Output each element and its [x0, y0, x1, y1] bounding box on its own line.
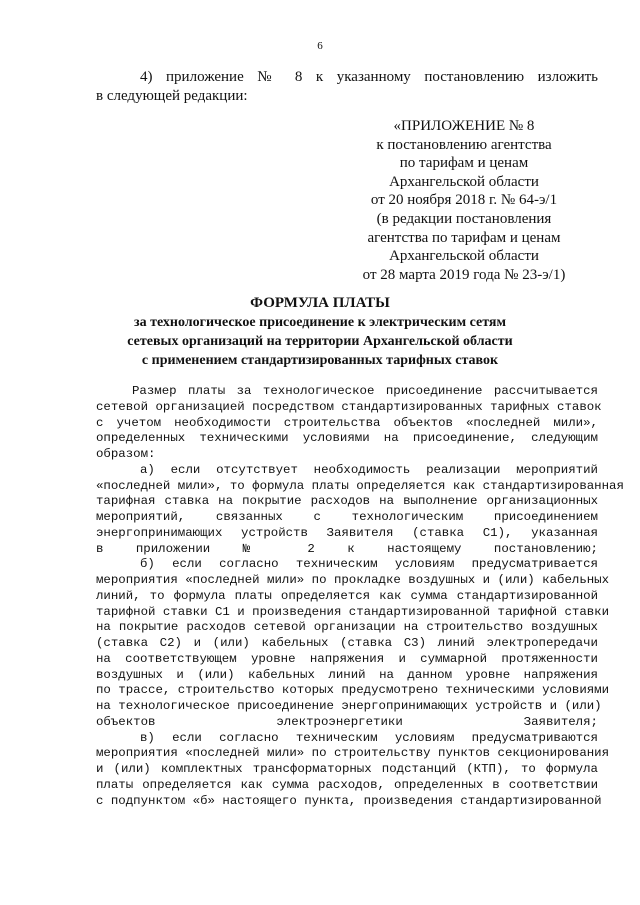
body-paragraph	[96, 557, 610, 730]
paragraph-line: объектов электроэнергетики Заявителя;	[96, 714, 598, 729]
paragraph-line: воздушных и (или) кабельных линий на данном уровне напряжения	[96, 667, 598, 682]
appendix-line: Архангельской области	[389, 248, 539, 265]
paragraph-line: и (или) комплектных трансформаторных подстанций (КТП), то формула	[96, 762, 598, 776]
body-paragraph	[96, 730, 610, 810]
paragraph-line: на соответствующем уровне напряжения и суммарной протяженности	[96, 651, 598, 666]
appendix-line: (в редакции постановления	[376, 210, 552, 227]
appendix-line: от 28 марта 2019 года № 23-э/1)	[362, 266, 566, 283]
document-title	[0, 294, 640, 370]
paragraph-line: линий, то формула платы определяется как сумма стандартизированной	[96, 588, 598, 603]
title-line: за технологическое присоединение к электрическим сетям	[133, 315, 507, 330]
paragraph-line: с учетом необходимости строительства объектов «последней мили»,	[96, 415, 598, 430]
title-main: ФОРМУЛА ПЛАТЫ	[250, 295, 390, 311]
appendix-line: «ПРИЛОЖЕНИЕ № 8	[393, 118, 535, 134]
title-line: сетевых организаций на территории Архангельской области	[127, 334, 513, 349]
title-line: с применением стандартизированных тарифных ставок	[141, 353, 499, 368]
paragraph-line: энергопринимающих устройств Заявителя (ставка С1), указанная	[96, 525, 598, 540]
paragraph-line: с подпунктом «б» настоящего пункта, произведения стандартизированной	[96, 793, 602, 808]
paragraph-line: (ставка С2) и (или) кабельных (ставка С3) линий электропередачи	[96, 636, 598, 650]
appendix-line: по тарифам и ценам	[399, 155, 529, 172]
paragraph-line: на технологическое присоединение энергопринимающих устройств и (или)	[96, 699, 602, 713]
appendix-line: Архангельской области	[389, 173, 539, 190]
paragraph-line: б) если согласно техническим условиям предусматривается	[140, 557, 598, 572]
appendix-line: агентства по тарифам и ценам	[367, 229, 561, 246]
paragraph-line: Размер платы за технологическое присоединение рассчитывается	[132, 384, 598, 398]
body-text	[96, 384, 624, 809]
body-paragraph	[96, 462, 624, 558]
page-number: 6	[317, 40, 323, 52]
body-paragraph	[96, 384, 602, 463]
appendix-header	[356, 117, 572, 284]
paragraph-line: мероприятия «последней мили» по строительству пунктов секционирования	[96, 746, 610, 761]
paragraph-line: образом:	[96, 447, 156, 461]
intro-line-2: в следующей редакции:	[96, 88, 248, 104]
paragraph-line: мероприятия «последней мили» по прокладке воздушных и (или) кабельных	[96, 573, 610, 587]
appendix-line: от 20 ноября 2018 г. № 64-э/1	[370, 192, 558, 209]
paragraph-line: в) если согласно техническим условиям предусматриваются	[140, 730, 598, 745]
paragraph-line: мероприятий, связанных с технологическим присоединением	[96, 510, 598, 524]
paragraph-line: сетевой организацией посредством стандартизированных тарифных ставок	[96, 399, 602, 414]
paragraph-line: в приложении № 2 к настоящему постановлению;	[96, 541, 598, 556]
paragraph-line: тарифной ставки С1 и произведения стандартизированной тарифной ставки	[96, 604, 610, 619]
paragraph-line: по трассе, строительство которых предусмотрено техническими условиями	[96, 683, 610, 698]
intro-line-1: 4) приложение № 8 к указанному постановлению изложить	[140, 69, 598, 85]
paragraph-line: а) если отсутствует необходимость реализации мероприятий	[140, 462, 598, 477]
paragraph-line: платы определяется как сумма расходов, определенных в соответствии	[96, 777, 598, 792]
appendix-line: к постановлению агентства	[376, 136, 552, 153]
paragraph-line: «последней мили», то формула платы определяется как стандартизированная	[96, 478, 624, 493]
paragraph-line: на покрытие расходов сетевой организации на строительство воздушных	[96, 620, 598, 635]
paragraph-line: определенных техническими условиями на присоединение, следующим	[96, 431, 598, 446]
paragraph-line: тарифная ставка на покрытие расходов на выполнение организационных	[96, 494, 598, 509]
